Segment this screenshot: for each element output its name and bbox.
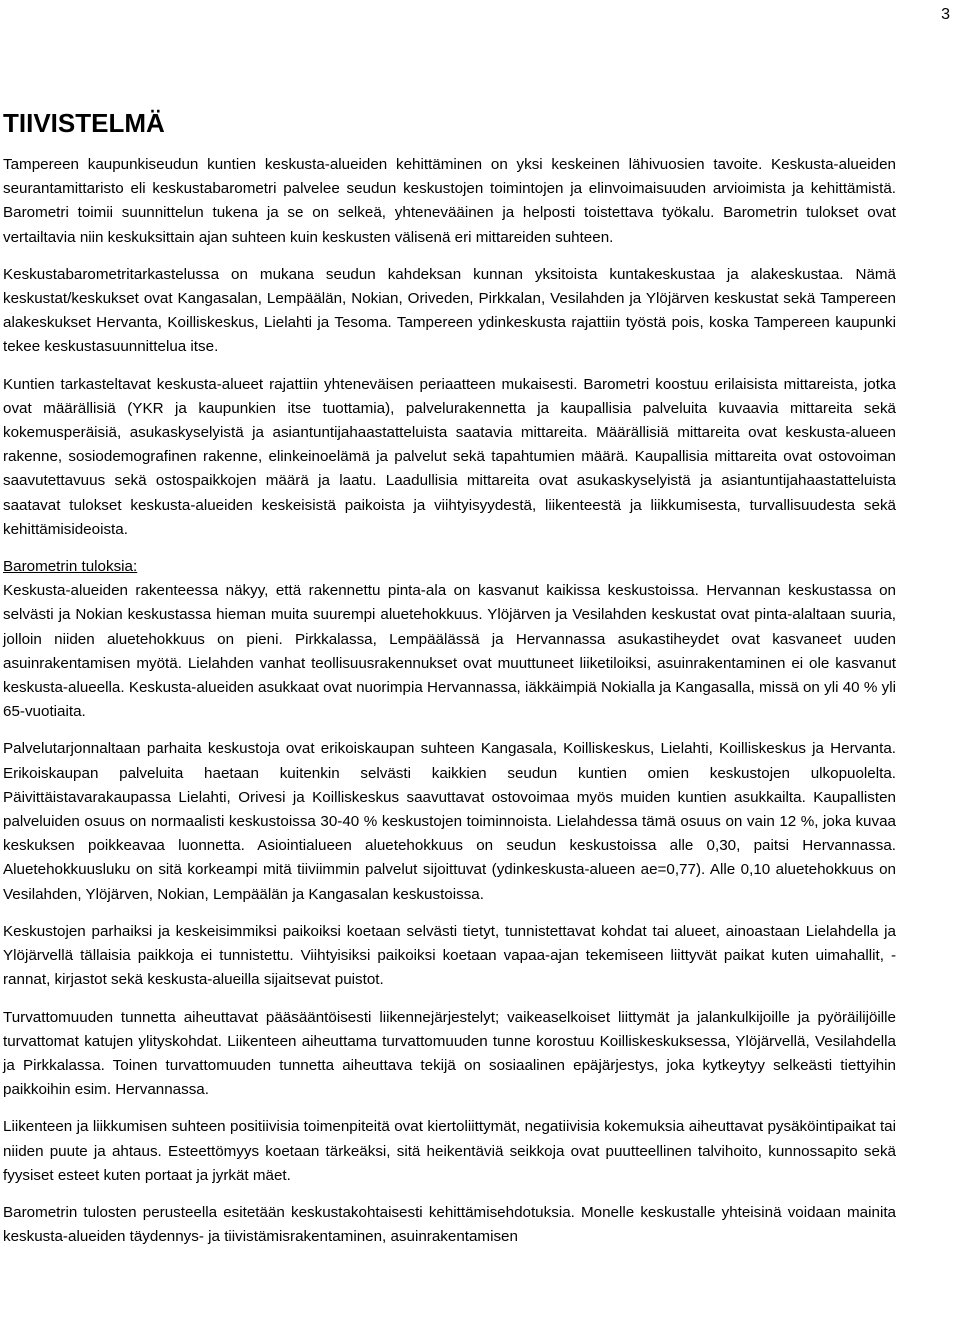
paragraph-traffic-results: Liikenteen ja liikkumisen suhteen positiivisia toimenpiteitä ovat kiertoliittymät, negatiivisia kokemuksia aiheuttavat pysäköintipaikat tai niiden puute ja ahtaus. Esteettömyys koetaan tärkeäksi, sitä heikentäviä seikkoja ovat puutteellinen talvihoito, kunnossapito sekä fyysiset esteet kuten portaat ja jyrkät mäet. bbox=[3, 1118, 896, 1184]
paragraph-development-proposals: Barometrin tulosten perusteella esitetään keskustakohtaisesti kehittämisehdotuksia. Monelle keskustalle yhteisinä voidaan mainita keskusta-alueiden täydennys- ja tiivistämisrakentaminen, asuinrakentamisen bbox=[3, 1203, 896, 1246]
paragraph-services-results: Palvelutarjonnaltaan parhaita keskustoja ovat erikoiskaupan suhteen Kangasala, Koilliskeskus, Lielahti, Koilliskeskus ja Hervanta. Erikoiskaupan palveluita haetaan kuitenkin selvästi kaikkien seudun kuntien omien keskustojen ulkopuolelta. Päivittäistavarakaupassa Lielahti, Orivesi ja Koilliskeskus saavuttavat ostovoimaa myös muiden kuntien asukkailta. Kaupallisten palveluiden osuus on normaalisti keskustoissa 30-40 % keskustojen toiminnoista. Lielahdessa tämä osuus on vain 12 %, joka kuvaa keskuksen poikkeavaa luonnetta. Asiointialueen aluetehokkuus on seudun keskustoissa alle 0,30, paitsi Hervannassa. Aluetehokkuusluku on sitä korkeampi mitä tiiviimmin palvelut sijoittuvat (ydinkeskusta-alueen ae=0,77). Alle 0,10 aluetehokkuus on Vesilahden, Ylöjärven, Nokian, Lempäälän ja Kangasalan keskustoissa. bbox=[3, 740, 896, 903]
page-number: 3 bbox=[941, 6, 950, 23]
results-heading: Barometrin tuloksia: bbox=[3, 558, 138, 576]
paragraph-metrics: Kuntien tarkasteltavat keskusta-alueet rajattiin yhteneväisen periaatteen mukaisesti. Barometri koostuu erilaisista mittareista, jotka ovat määrällisiä (YKR ja kaupunkien itse tuottamia), palvelurakennetta ja kaupallisia palveluita kuvaavia mittareita sekä kokemusperäisiä, asukaskyselyistä ja asiantuntijahaastatteluista saatavia mittareita. Määrällisiä mittareita ovat keskusta-alueen rakenne, sosiodemografinen rakenne, elinkeinoelämä ja palvelut sekä tapahtumien määrä. Kaupallisia mittareita ovat ostovoiman saavutettavuus sekä ostospaikkojen määrä ja laatu. Laadullisia mittareita ovat asukaskyselyistä ja asiantuntijahaastatteluista saatavat tulokset keskusta-alueiden keskeisistä paikoista ja viihtyisyydestä, liikenteestä ja liikkumisesta, turvallisuudesta sekä kehittämisideoista. bbox=[3, 375, 896, 538]
paragraph-structure-results: Keskusta-alueiden rakenteessa näkyy, että rakennettu pinta-ala on kasvanut kaikissa keskustoissa. Hervannan keskustassa on selvästi ja Nokian keskustassa hieman muita suurempi aluetehokkuus. Ylöjärven ja Vesilahden keskustat ovat pinta-alaltaan suuria, jolloin niiden aluetehokkuus on pieni. Pirkkalassa, Lempäälässä ja Hervannassa asukastiheydet ovat kasvaneet uuden asuinrakentamisen myötä. Lielahden vanhat teollisuusrakennukset ovat muuttuneet liiketiloiksi, asuinrakentaminen ei ole kasvanut keskusta-alueella. Keskusta-alueiden asukkaat ovat nuorimpia Hervannassa, iäkkäimpiä Nokialla ja Kangasalla, missä on yli 40 % yli 65-vuotiaita. bbox=[3, 582, 896, 721]
paragraph-places-results: Keskustojen parhaiksi ja keskeisimmiksi paikoiksi koetaan selvästi tietyt, tunnistettavat kohdat tai alueet, ainoastaan Lielahdella ja Ylöjärvellä tällaisia paikkoja ei tunnistettu. Viihtyisiksi paikoiksi koetaan vapaa-ajan tekemiseen liittyvät paikat kuten uimahallit, -rannat, kirjastot sekä keskusta-alueilla sijaitsevat puistot. bbox=[3, 922, 896, 989]
document-body bbox=[3, 153, 896, 1262]
paragraph-scope: Keskustabarometritarkastelussa on mukana seudun kahdeksan kunnan yksitoista kuntakeskustaa ja alakeskustaa. Nämä keskustat/keskukset ovat Kangasalan, Lempäälän, Nokian, Oriveden, Pirkkalan, Vesilahden ja Ylöjärven keskustat sekä Tampereen alakeskukset Hervanta, Koilliskeskus, Lielahti ja Tesoma. Tampereen ydinkeskusta rajattiin työstä pois, koska Tampereen kaupunki tekee keskustasuunnittelua itse. bbox=[3, 265, 896, 356]
paragraph-intro: Tampereen kaupunkiseudun kuntien keskusta-alueiden kehittäminen on yksi keskeinen lähivuosien tavoite. Keskusta-alueiden seurantamittaristo eli keskustabarometri palvelee seudun keskustojen toimintojen ja elinvoimaisuuden arvioimista ja kehittämistä. Barometri toimii suunnittelun tukena ja se on selkeä, yhtenevääinen ja helposti toistettava työkalu. Barometrin tulokset ovat vertailtavia niin keskuksittain ajan suhteen kuin keskusten välisenä eri mittareiden suhteen. bbox=[3, 156, 896, 246]
page-title: TIIVISTELMÄ bbox=[3, 108, 165, 138]
paragraph-safety-results: Turvattomuuden tunnetta aiheuttavat pääsääntöisesti liikennejärjestelyt; vaikeaselkoiset liittymät ja jalankulkijoille ja pyöräilijöille turvattomat katujen ylityskohdat. Liikenteen aiheuttama turvattomuuden tunne korostuu Koilliskeskuksessa, Ylöjärvellä, Vesilahdella ja Pirkkalassa. Toinen turvattomuuden tunnetta aiheuttava tekijä on sosiaalinen epäjärjestys, joka kytkeytyy selkeästi tiettyihin paikkoihin esim. Hervannassa. bbox=[3, 1008, 896, 1099]
